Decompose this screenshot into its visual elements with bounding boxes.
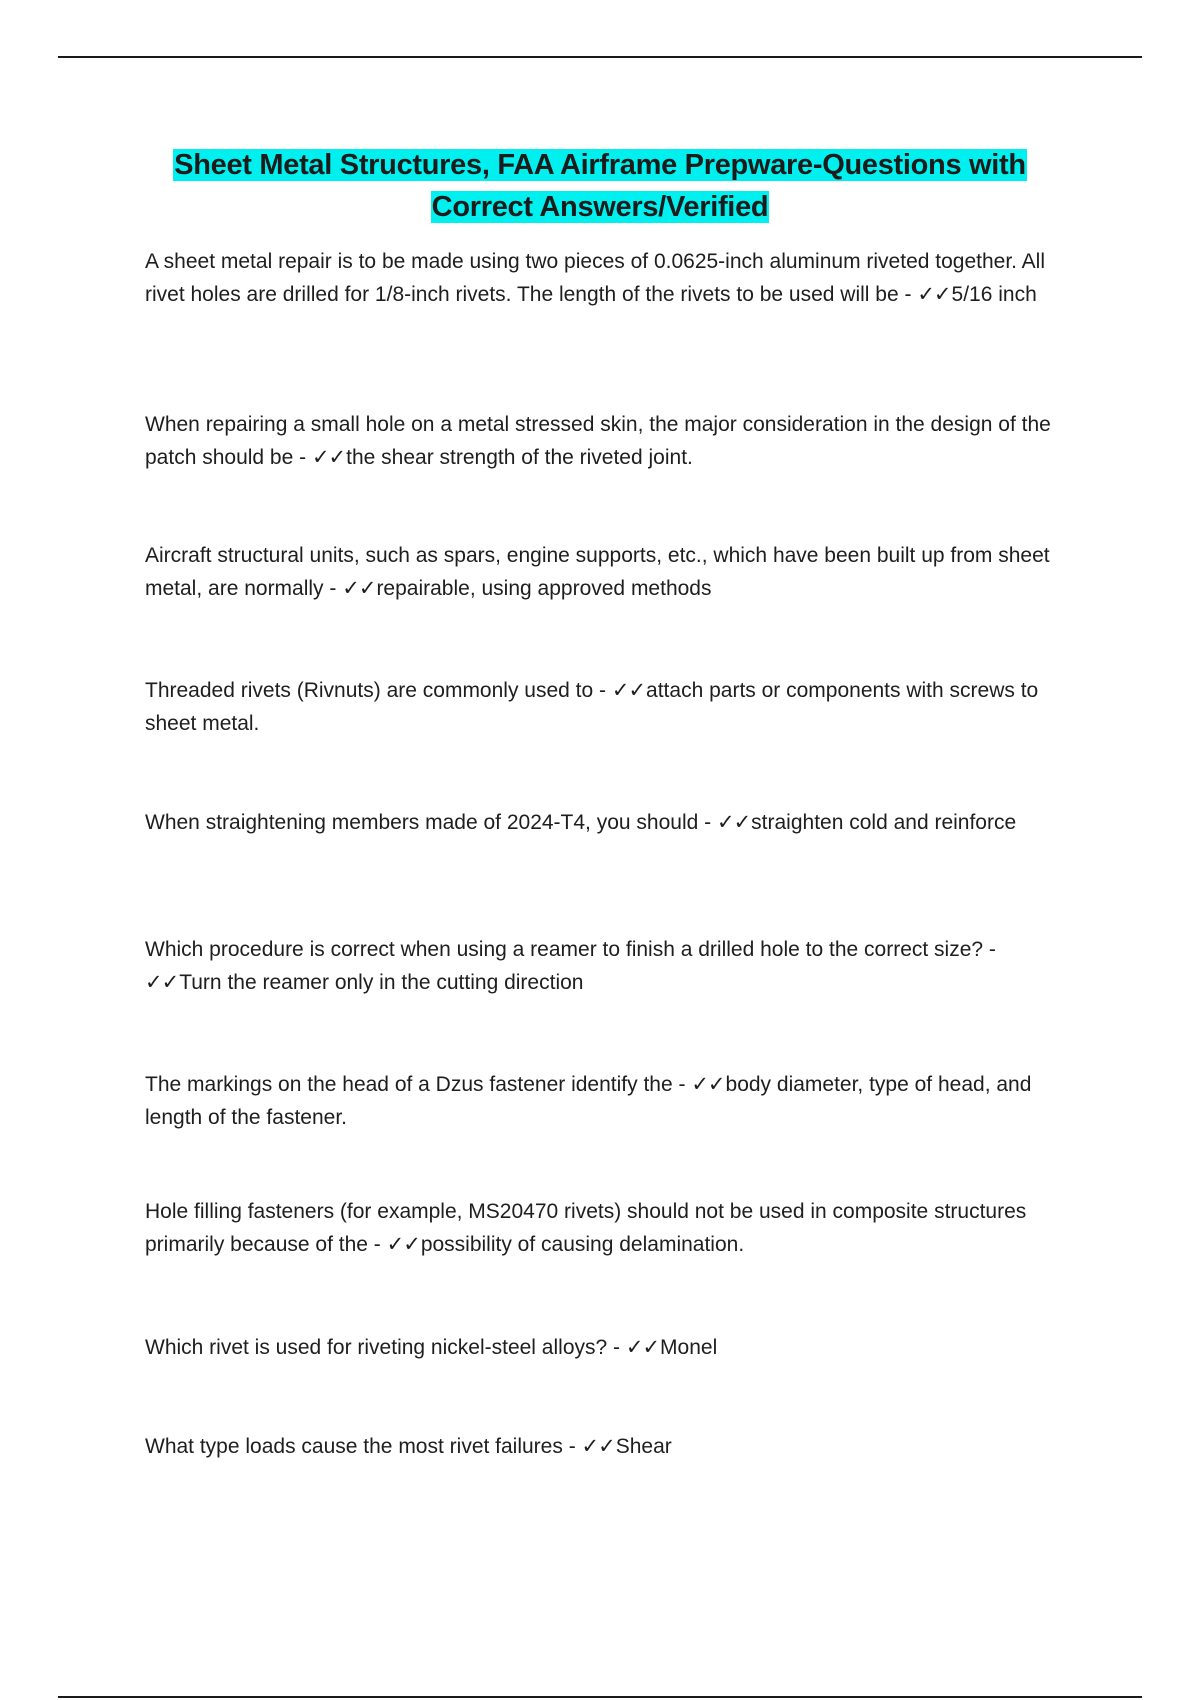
title-line-1: Sheet Metal Structures, FAA Airframe Prepware-Questions with [174,149,1026,181]
answer-text: the shear strength of the riveted joint. [346,446,693,469]
answer-text: possibility of causing delamination. [420,1233,745,1256]
answer-text: attach parts or components with screws to sheet metal. [145,679,1039,735]
qa-item [145,674,1065,740]
title-line-2: Correct Answers/Verified [431,191,769,223]
answer-text: body diameter, type of head, and length of the fastener. [145,1073,1032,1129]
double-check-icon: ✓✓ [625,1335,660,1359]
question-text: When straightening members made of 2024-T4, you should - [145,811,717,834]
qa-item [145,408,1065,474]
question-text: Aircraft structural units, such as spars, engine supports, etc., which have been built up from sheet metal, are normally - [145,544,1050,600]
document-title [0,144,1200,228]
answer-text: Monel [660,1336,718,1359]
qa-item [145,1068,1065,1134]
question-text: A sheet metal repair is to be made using two pieces of 0.0625-inch aluminum riveted together. All rivet holes are drilled for 1/8-inch rivets. The length of the rivets to be used will be - [145,250,1046,306]
qa-item [145,539,1065,605]
qa-item [145,1331,1065,1364]
qa-item [145,933,1065,999]
double-check-icon: ✓✓ [611,678,646,702]
answer-text: repairable, using approved methods [376,577,712,600]
question-text: Which rivet is used for riveting nickel-steel alloys? - [145,1336,626,1359]
double-check-icon: ✓✓ [716,810,751,834]
qa-item [145,245,1065,311]
qa-item [145,1430,1065,1463]
double-check-icon: ✓✓ [311,445,346,469]
question-text: The markings on the head of a Dzus fastener identify the - [145,1073,692,1096]
question-text: Hole filling fasteners (for example, MS20470 rivets) should not be used in composite structures primarily because of the - [145,1200,1027,1256]
question-text: Threaded rivets (Rivnuts) are commonly used to - [145,679,612,702]
double-check-icon: ✓✓ [386,1232,420,1256]
double-check-icon: ✓✓ [917,282,951,306]
answer-text: Turn the reamer only in the cutting direction [179,971,584,994]
top-rule [58,56,1142,58]
double-check-icon: ✓✓ [581,1434,615,1458]
question-text: What type loads cause the most rivet failures - [145,1435,582,1458]
qa-item [145,1195,1065,1261]
question-text: Which procedure is correct when using a reamer to finish a drilled hole to the correct size? - [145,938,996,961]
answer-text: Shear [615,1435,672,1458]
double-check-icon: ✓✓ [145,970,179,994]
double-check-icon: ✓✓ [691,1072,725,1096]
answer-text: 5/16 inch [951,283,1037,306]
bottom-rule [58,1696,1142,1698]
qa-item [145,806,1065,839]
double-check-icon: ✓✓ [342,576,376,600]
question-text: When repairing a small hole on a metal stressed skin, the major consideration in the design of the patch should be - [145,413,1051,469]
answer-text: straighten cold and reinforce [751,811,1017,834]
